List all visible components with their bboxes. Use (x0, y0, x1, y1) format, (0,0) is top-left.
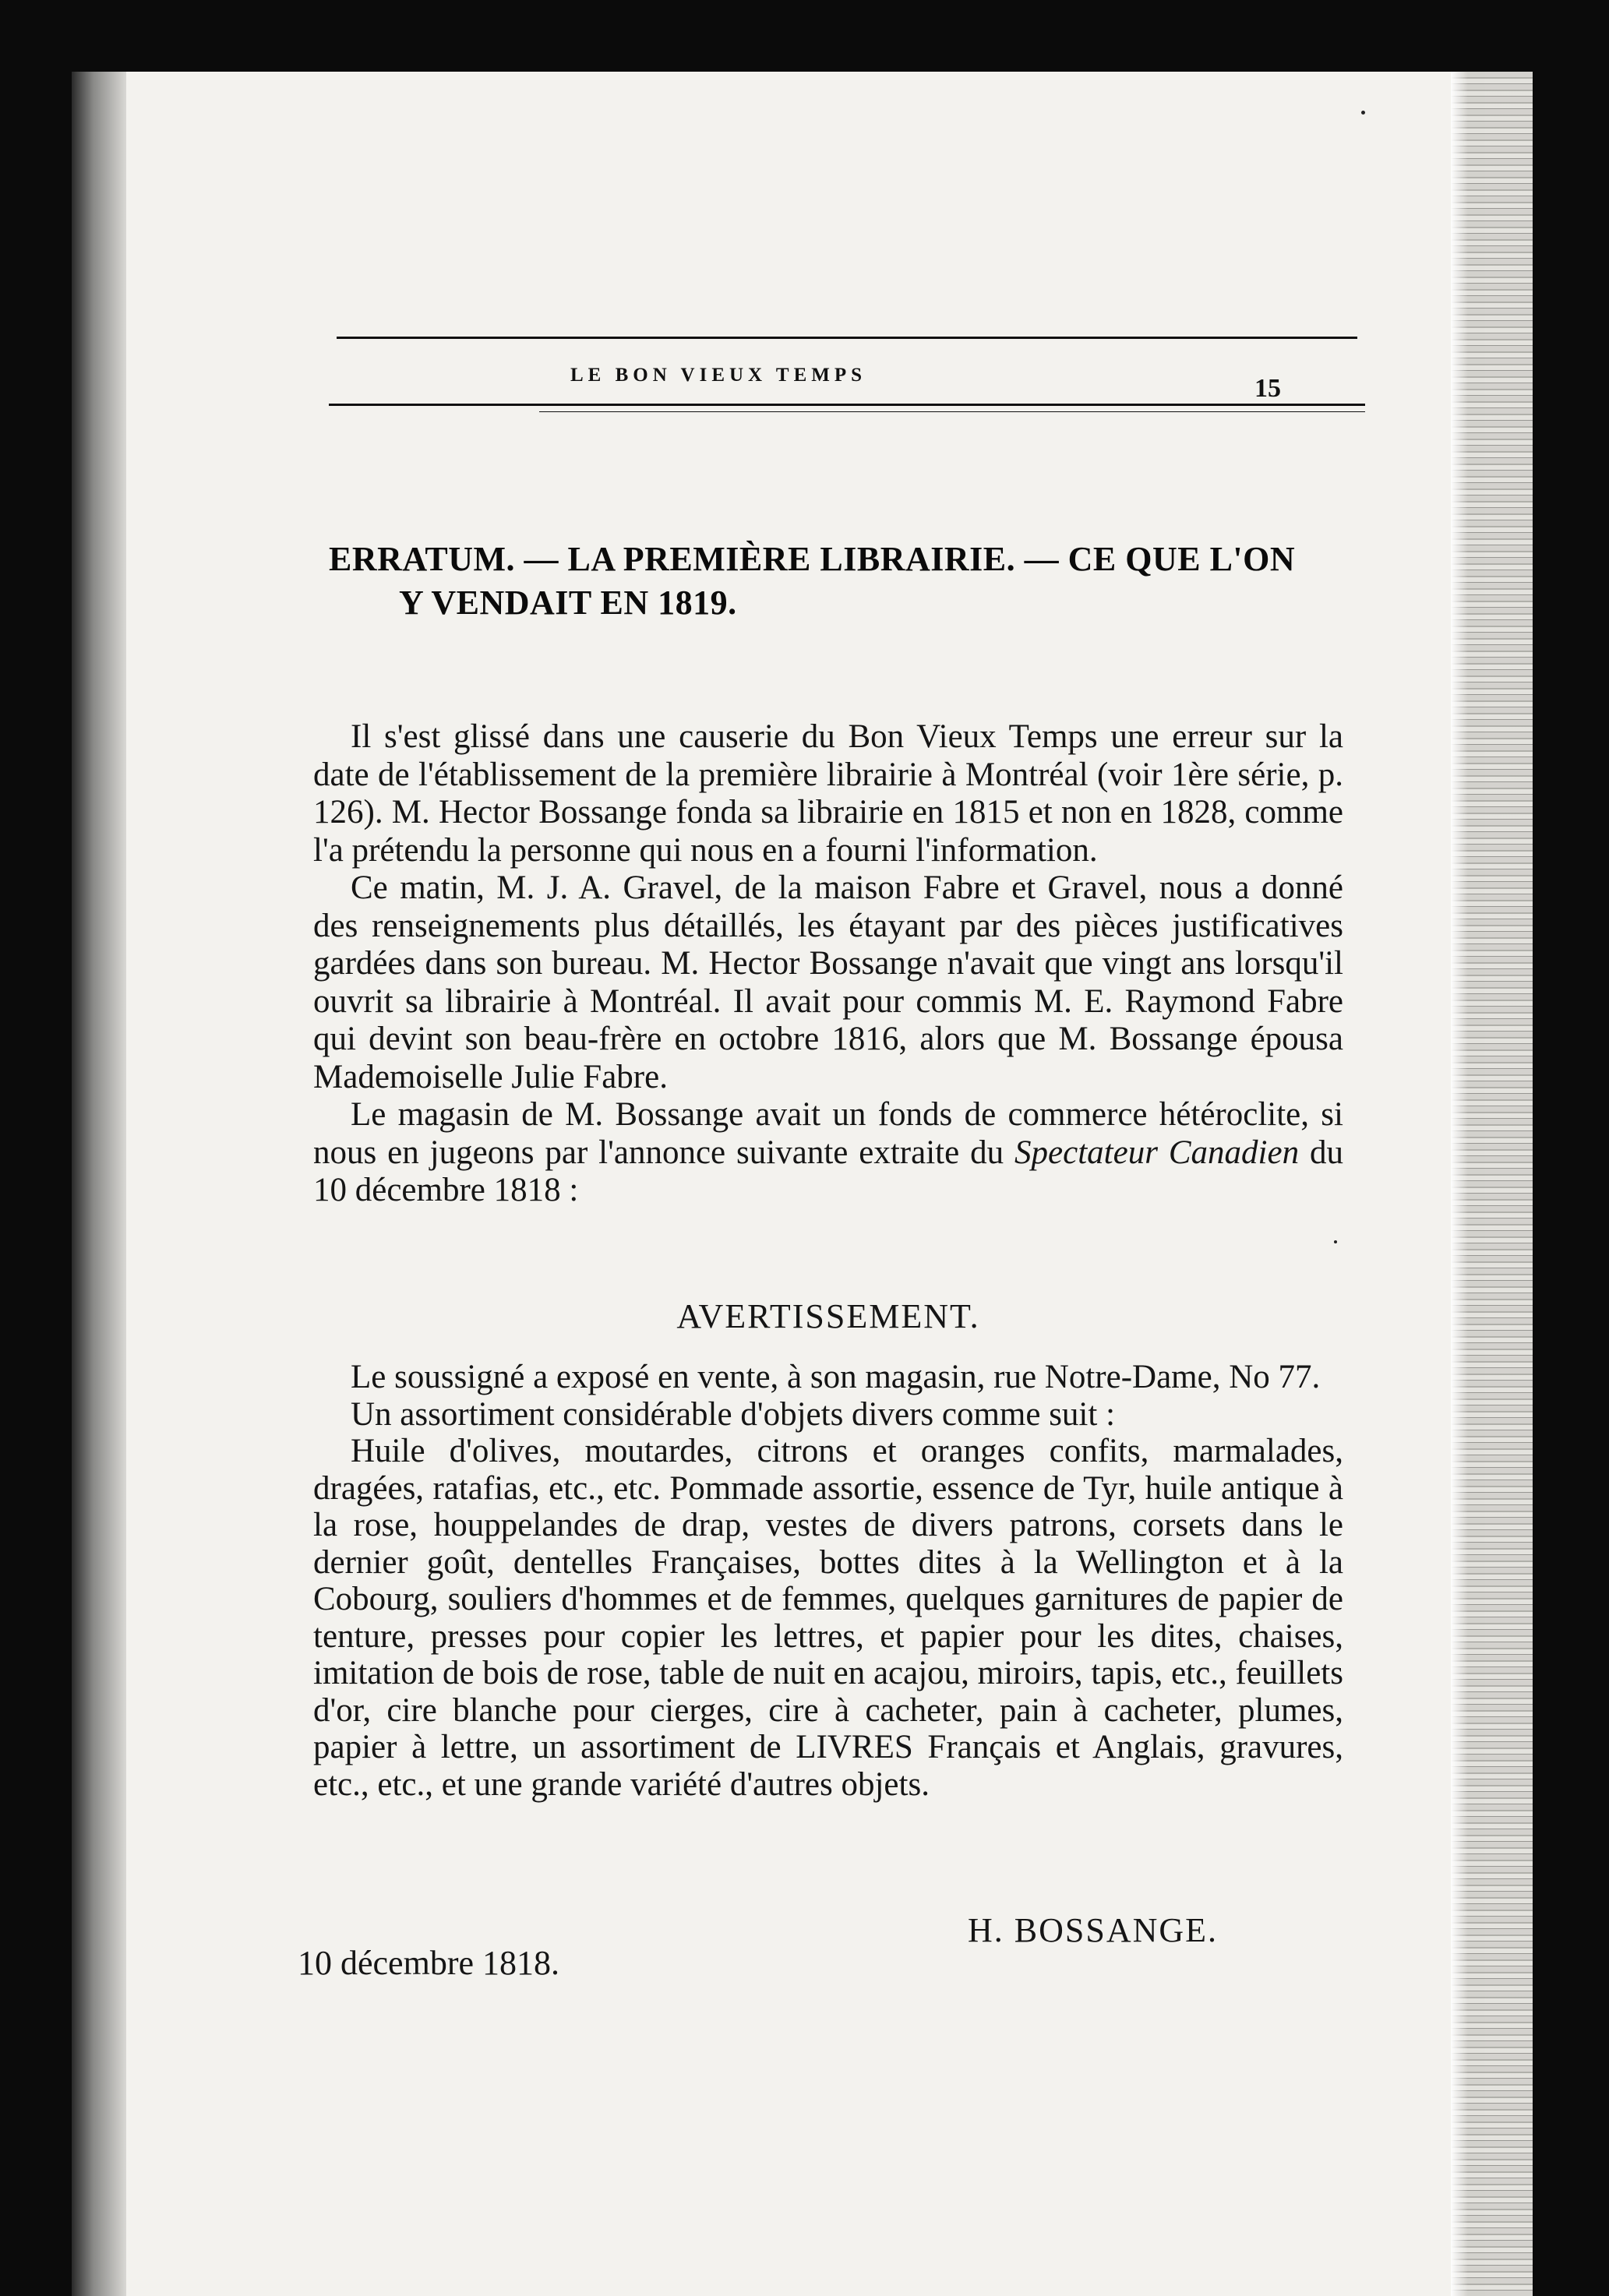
newspaper-title: Spectateur Canadien (1014, 1134, 1300, 1171)
ad-paragraph-3: Huile d'olives, moutardes, citrons et oranges confits, marmalades, dragées, ratafias, etc., etc. Pommade assortie, essence de Tyr, huile antique à la rose, houppelandes de drap, vestes de divers patrons, corsets dans le dernier goût, dentelles Françaises, bottes dites à la Wellington et à la Cobourg, souliers d'hommes et de femmes, quelques garnitures de papier de tenture, presses pour copier les lettres, et papier pour les dites, chaises, imitation de bois de rose, table de nuit en acajou, miroirs, tapis, etc., feuillets d'or, cire blanche pour cierges, cire à cacheter, pain à cacheter, plumes, papier à lettre, un assortiment de LIVRES Français et Anglais, gravures, etc., etc., et une grande variété d'autres objets. (313, 1433, 1343, 1803)
advertisement-signature: H. BOSSANGE. (968, 1911, 1219, 1949)
page-number: 15 (1254, 374, 1281, 403)
paragraph-3 (313, 1096, 1343, 1210)
header-rule-top (337, 337, 1357, 339)
article-title-line-2: Y VENDAIT EN 1819. (399, 584, 737, 622)
paragraph-1: Il s'est glissé dans une causerie du Bon Vieux Temps une erreur sur la date de l'établissement de la première librairie à Montréal (voir 1ère série, p. 126). M. Hector Bossange fonda sa librairie en 1815 et non en 1828, comme l'a prétendu la personne qui nous en a fourni l'information. (313, 718, 1343, 869)
article-body (313, 718, 1343, 1210)
article-title-line-1: ERRATUM. — LA PREMIÈRE LIBRAIRIE. — CE QUE L'ON (329, 540, 1296, 578)
header-rule-bottom-thin (539, 411, 1365, 412)
paper-speck (1361, 111, 1365, 115)
header-rule-bottom (329, 404, 1365, 406)
page-binding-shadow (72, 72, 126, 2296)
paragraph-3-text-before: Le magasin de M. Bossange avait un fonds de commerce hétéroclite, si nous en jugeons par l'annonce suivante extraite du (313, 1096, 1343, 1171)
running-head: LE BON VIEUX TEMPS (570, 365, 867, 386)
paragraph-3-text-after: du 10 décembre 1818 : (313, 1134, 1344, 1208)
ad-paragraph-1: Le soussigné a exposé en vente, à son magasin, rue Notre-Dame, No 77. (351, 1359, 1321, 1395)
paper-speck (1334, 1240, 1337, 1243)
page-stack-edge (1451, 72, 1533, 2296)
advertisement-heading: AVERTISSEMENT. (676, 1297, 980, 1335)
advertisement-date: 10 décembre 1818. (298, 1944, 559, 1982)
ad-paragraph-2: Un assortiment considérable d'objets divers comme suit : (351, 1395, 1116, 1433)
advertisement-body (313, 1359, 1343, 1803)
paragraph-2: Ce matin, M. J. A. Gravel, de la maison Fabre et Gravel, nous a donné des renseignements plus détaillés, les étayant par des pièces justificatives gardées dans son bureau. M. Hector Bossange n'avait que vingt ans lorsqu'il ouvrit sa librairie à Montréal. Il avait pour commis M. E. Raymond Fabre qui devint son beau-frère en octobre 1816, alors que M. Bossange épousa Mademoiselle Julie Fabre. (313, 869, 1343, 1095)
book-page (72, 72, 1533, 2296)
